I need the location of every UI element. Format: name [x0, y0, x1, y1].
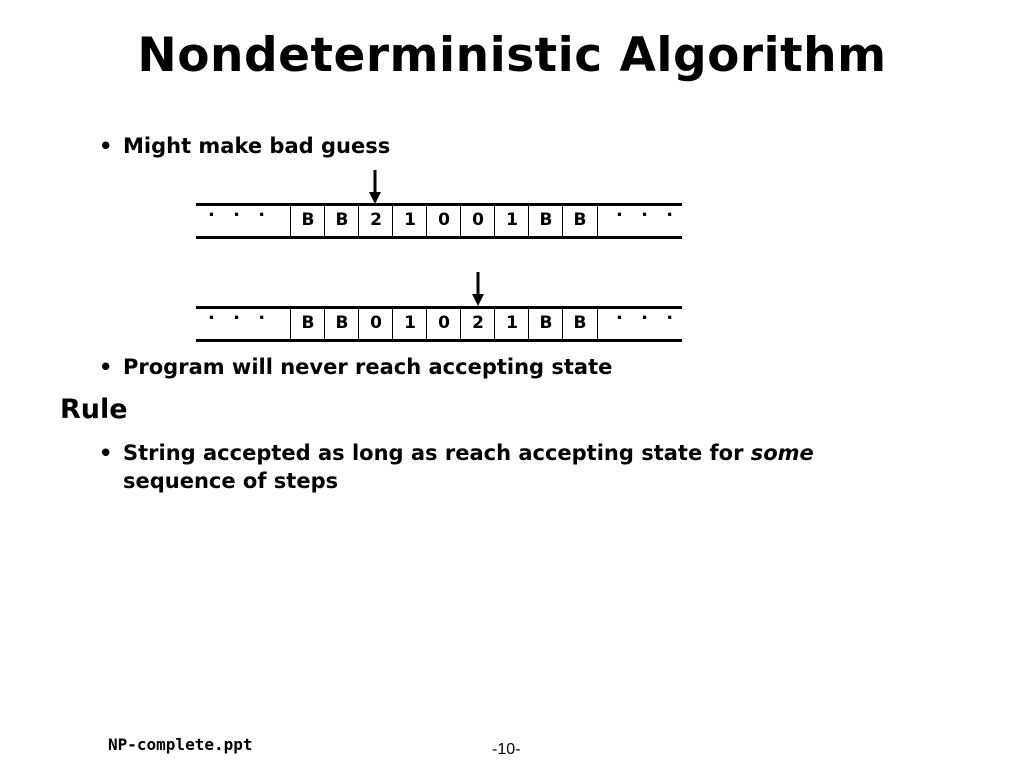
- bullet-text: Program will never reach accepting state: [123, 355, 613, 379]
- tape-2-cell: B: [324, 308, 359, 340]
- bullet-text-before: String accepted as long as reach accepting state for: [123, 441, 751, 465]
- tape-1-cell: 1: [392, 205, 427, 237]
- bullet-text: Might make bad guess: [123, 134, 391, 158]
- tape-2-cell: B: [528, 308, 563, 340]
- tape-2: [196, 303, 682, 341]
- tape-1-cell: B: [528, 205, 563, 237]
- tape-1-cell: B: [562, 205, 598, 237]
- tape-2-cell: 2: [460, 308, 495, 340]
- tape-2-cell: B: [562, 308, 598, 340]
- tape-1-ellipsis-right: . . .: [616, 200, 680, 221]
- footer-page-number: -10-: [492, 741, 521, 758]
- tape-2-cell: 0: [426, 308, 461, 340]
- footer-filename: NP-complete.ppt: [108, 735, 253, 754]
- tape-2-ellipsis-right: . . .: [616, 303, 680, 324]
- tape-1-cell: 0: [460, 205, 495, 237]
- bullet-bad-guess: [99, 132, 391, 160]
- tape-1-cell: 0: [426, 205, 461, 237]
- bullet-marker: •: [99, 134, 113, 158]
- bullet-text-after: sequence of steps: [123, 469, 339, 493]
- tape-1-ellipsis-left: . . .: [208, 200, 272, 221]
- tape-2-ellipsis-left: . . .: [208, 303, 272, 324]
- tape-1-cell: 1: [494, 205, 529, 237]
- tape-head-arrow-1: [367, 170, 383, 206]
- slide-title: Nondeterministic Algorithm: [137, 28, 887, 83]
- tape-1-cell: 2: [358, 205, 393, 237]
- bullet-marker: •: [99, 355, 113, 379]
- bullet-never-accept: [99, 353, 613, 381]
- rule-heading: Rule: [60, 394, 128, 425]
- bullet-text-emphasis: some: [750, 441, 814, 465]
- bullet-marker: •: [99, 441, 113, 465]
- tape-2-cell: 1: [392, 308, 427, 340]
- tape-1-cell: B: [324, 205, 359, 237]
- tape-2-cell: B: [290, 308, 325, 340]
- bullet-string-accepted: [99, 439, 883, 495]
- tape-1: [196, 200, 682, 238]
- tape-2-cell: 1: [494, 308, 529, 340]
- tape-1-cell: B: [290, 205, 325, 237]
- tape-head-arrow-2: [470, 272, 486, 308]
- tape-2-cell: 0: [358, 308, 393, 340]
